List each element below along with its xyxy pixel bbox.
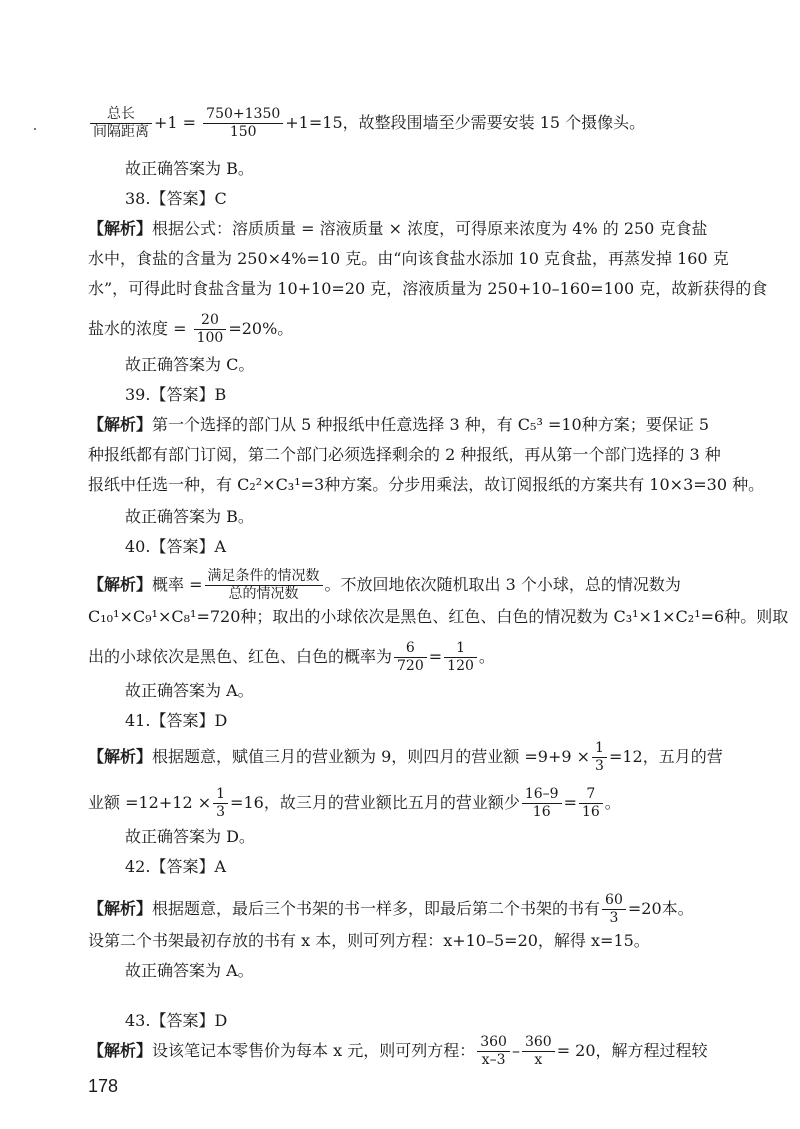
fraction-6-over-720: $\frac{6}{720}$ [394,640,427,675]
fraction-length-sum: $\frac{750+1350}{150}$ [203,106,283,141]
q40-line-3: 出的小球依次是黑色、红色、白色的概率为 $\frac{6}{720}$ = $\frac{1}{120}$ 。 [88,640,495,674]
fraction-60-over-3: $\frac{60}{3}$ [602,892,626,927]
scan-speck [34,128,36,130]
q39-answer: 故正确答案为 B。 [125,507,254,526]
q38-answer: 故正确答案为 C。 [125,355,255,374]
q40-line-1: 【解析】概率 = $\frac{\text{满足条件的情况数}}{\text{总的情况数}}$ 。不放回地依次随机取出 3 个小球，总的情况数为 [88,568,681,602]
q40-answer: 故正确答案为 A。 [125,681,254,700]
q41-answer: 故正确答案为 D。 [125,827,255,846]
q38-line-1: 【解析】根据公式：溶质质量 = 溶液质量 × 浓度，可得原来浓度为 4% 的 250 克食盐 [88,219,708,238]
q41-heading: 41.【答案】D [125,711,228,730]
fraction-one-third-b: $\frac{1}{3}$ [213,786,228,821]
q39-heading: 39.【答案】B [125,385,227,404]
q43-heading: 43.【答案】D [125,1011,228,1030]
q42-answer: 故正确答案为 A。 [125,961,254,980]
q39-line-3: 报纸中任选一种，有 C₂²×C₃¹=3种方案。分步用乘法，故订阅报纸的方案共有 10×3=30 种。 [88,475,765,494]
q41-line-1: 【解析】根据题意，赋值三月的营业额为 9，则四月的营业额 =9+9 × $\frac{1}{3}$ =12，五月的营 [88,740,723,774]
fraction-7-over-16: $\frac{7}{16}$ [579,786,603,821]
fraction-1-over-120: $\frac{1}{120}$ [444,640,477,675]
q38-heading: 38.【答案】C [125,189,227,208]
fraction-probability-definition: $\frac{\text{满足条件的情况数}}{\text{总的情况数}}$ [205,568,323,603]
fraction-one-third-a: $\frac{1}{3}$ [592,740,607,775]
q38-line-2: 水中，食盐的含量为 250×4%=10 克。由“向该食盐水添加 10 克食盐，再蒸发掉 160 克 [88,249,729,268]
fraction-concentration: $\frac{20}{100}$ [194,312,227,347]
q40-heading: 40.【答案】A [125,537,227,556]
q42-line-2: 设第二个书架最初存放的书有 x 本，则可列方程：x+10–5=20，解得 x=15。 [88,931,650,950]
q38-line-4: 盐水的浓度 = $\frac{20}{100}$ =20%。 [88,312,294,346]
q41-line-2: 业额 =12+12 × $\frac{1}{3}$ =16，故三月的营业额比五月的营业额少 $\frac{16-9}{16}$ = $\frac{7}{16}$ 。 [88,786,621,820]
q42-line-1: 【解析】根据题意，最后三个书架的书一样多，即最后第二个书架的书有 $\frac{60}{3}$ =20本。 [88,892,694,926]
q38-line-3: 水”，可得此时食盐含量为 10+10=20 克，溶液质量为 250+10–160=100 克，故新获得的食 [88,279,768,298]
fraction-360-over-x: $\frac{360}{x}$ [522,1034,555,1069]
fraction-360-over-x-minus-3: $\frac{360}{x-3}$ [477,1034,510,1069]
fraction-difference: $\frac{16-9}{16}$ [522,786,562,821]
q37-formula-line: $\frac{\text{总长}}{\text{间隔距离}}$ +1 = $\frac{750+1350}{150}$ +1=15，故整段围墙至少需要安装 15 个摄像头。 [88,106,728,141]
q39-line-2: 种报纸都有部门订阅，第二个部门必须选择剩余的 2 种报纸，再从第一个部门选择的 3 种 [88,445,721,464]
q40-line-2: C₁₀¹×C₉¹×C₈¹=720种；取出的小球依次是黑色、红色、白色的情况数为 C₃¹×1×C₂¹=6种。则取 [88,607,789,626]
q39-line-1: 【解析】第一个选择的部门从 5 种报纸中任意选择 3 种，有 C₅³ =10种方案；要保证 5 [88,415,709,434]
fraction-total-over-interval: $\frac{\text{总长}}{\text{间隔距离}}$ [90,106,152,141]
q42-heading: 42.【答案】A [125,857,227,876]
page-number: 178 [88,1076,119,1096]
q43-line-1: 【解析】设该笔记本零售价为每本 x 元，则可列方程： $\frac{360}{x-3}$ – $\frac{360}{x}$ = 20，解方程过程较 [88,1034,708,1068]
q37-answer: 故正确答案为 B。 [125,159,254,178]
